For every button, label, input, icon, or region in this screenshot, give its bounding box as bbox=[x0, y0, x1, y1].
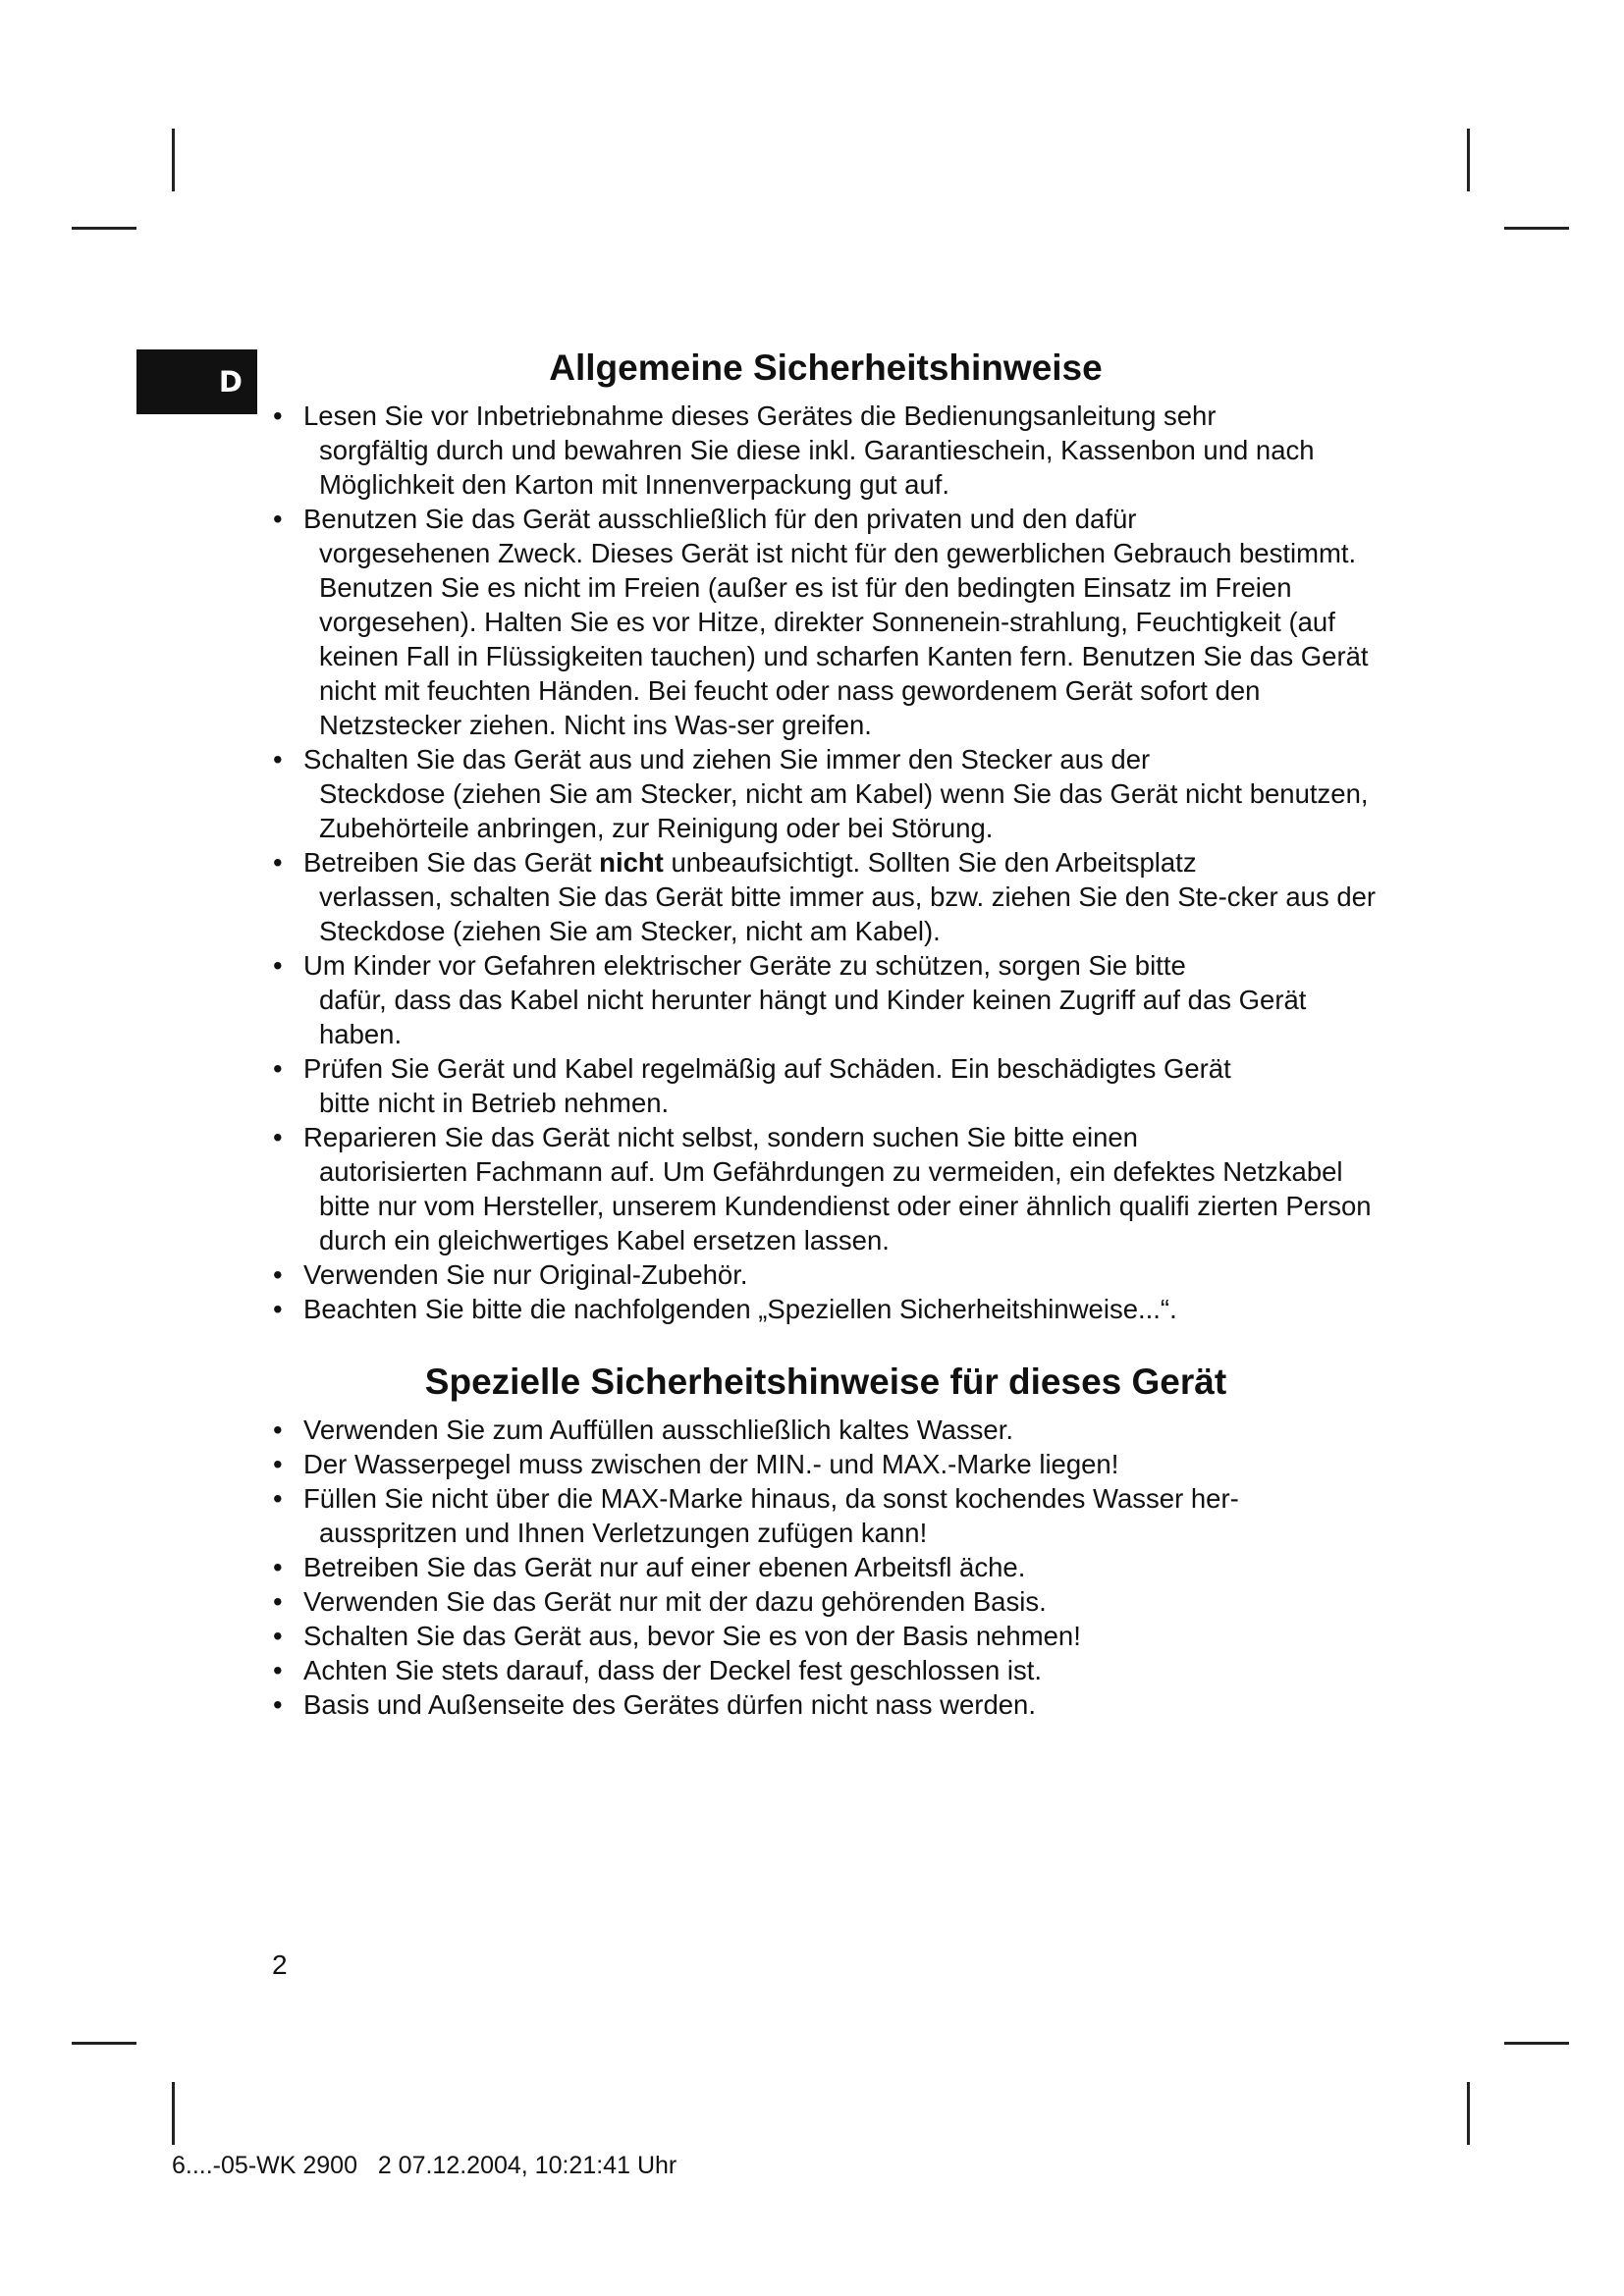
list-item: • Betreiben Sie das Gerät nur auf einer ebenen Arbeitsfl äche. bbox=[273, 1552, 1026, 1582]
section-title-general-safety: Allgemeine Sicherheitshinweise bbox=[549, 347, 1103, 388]
section-title-special-safety: Spezielle Sicherheitshinweise für dieses Gerät bbox=[424, 1362, 1227, 1402]
list-item: • Betreiben Sie das Gerät nicht unbeaufsichtigt. Sollten Sie den Arbeitsplatz verlassen, schalten Sie das Gerät bitte immer aus, bzw. ziehen Sie den Ste-cker aus der Steckdose (ziehen Sie am Stecker, nicht am Kabel). bbox=[273, 847, 1377, 946]
list-item: • Schalten Sie das Gerät aus, bevor Sie es von der Basis nehmen! bbox=[273, 1621, 1081, 1651]
crop-mark-top-left-horizontal bbox=[72, 227, 136, 230]
crop-mark-bottom-left-vertical bbox=[172, 2082, 175, 2145]
page-number: 2 bbox=[272, 1949, 288, 1980]
bullet-icon: • bbox=[273, 1053, 283, 1084]
crop-mark-top-right-horizontal bbox=[1504, 227, 1569, 230]
list-item: • Verwenden Sie zum Auffüllen ausschließlich kaltes Wasser. bbox=[273, 1415, 1014, 1445]
bullet-icon: • bbox=[273, 847, 283, 878]
bullet-icon: • bbox=[273, 1259, 283, 1290]
crop-mark-bottom-right-horizontal bbox=[1504, 2042, 1569, 2045]
bullet-icon: • bbox=[273, 1294, 283, 1324]
bullet-icon: • bbox=[273, 1122, 283, 1152]
list-item: • Um Kinder vor Gefahren elektrischer Geräte zu schützen, sorgen Sie bitte dafür, dass das Kabel nicht herunter hängt und Kinder keinen Zugriff auf das Gerät haben. bbox=[273, 950, 1307, 1049]
list-item: • Lesen Sie vor Inbetriebnahme dieses Gerätes die Bedienungsanleitung sehr sorgfältig durch und bewahren Sie diese inkl. Garantieschein, Kassenbon und nach Möglichkeit den Karton mit Innenverpackung gut auf. bbox=[273, 400, 1315, 500]
bullet-icon: • bbox=[273, 1621, 283, 1651]
bullet-icon: • bbox=[273, 1483, 283, 1514]
emphasis-nicht: nicht bbox=[599, 847, 664, 878]
list-item: • Beachten Sie bitte die nachfolgenden „Speziellen Sicherheitshinweise...“. bbox=[273, 1294, 1177, 1324]
language-tab: D bbox=[136, 349, 257, 414]
list-item: • Füllen Sie nicht über die MAX-Marke hinaus, da sonst kochendes Wasser her- ausspritzen und Ihnen Verletzungen zufügen kann! bbox=[273, 1483, 1239, 1548]
general-safety-list bbox=[271, 399, 1380, 1326]
bullet-icon: • bbox=[273, 1449, 283, 1479]
print-footer: 6....-05-WK 2900 2 07.12.2004, 10:21:41 Uhr bbox=[172, 2152, 677, 2179]
page-content bbox=[271, 346, 1380, 1722]
crop-mark-bottom-left-horizontal bbox=[72, 2042, 136, 2045]
list-item: • Der Wasserpegel muss zwischen der MIN.- und MAX.-Marke liegen! bbox=[273, 1449, 1119, 1479]
crop-mark-top-left-vertical bbox=[172, 129, 175, 191]
list-item: • Reparieren Sie das Gerät nicht selbst, sondern suchen Sie bitte einen autorisierten Fachmann auf. Um Gefährdungen zu vermeiden, ein defektes Netzkabel bitte nur vom Hersteller, unserem Kundendienst oder einer ähnlich qualifi zierten Person durch ein gleichwertiges Kabel ersetzen lassen. bbox=[273, 1122, 1372, 1255]
bullet-icon: • bbox=[273, 504, 283, 534]
bullet-icon: • bbox=[273, 1552, 283, 1582]
crop-mark-bottom-right-vertical bbox=[1467, 2082, 1470, 2145]
list-item: • Basis und Außenseite des Gerätes dürfen nicht nass werden. bbox=[273, 1689, 1036, 1720]
list-item: • Verwenden Sie das Gerät nur mit der dazu gehörenden Basis. bbox=[273, 1586, 1047, 1617]
list-item: • Benutzen Sie das Gerät ausschließlich für den privaten und den dafür vorgesehenen Zweck. Dieses Gerät ist nicht für den gewerblichen Gebrauch bestimmt. Benutzen Sie es nicht im Freien (außer es ist für den bedingten Einsatz im Freien vorgesehen). Halten Sie es vor Hitze, direkter Sonnenein-strahlung, Feuchtigkeit (auf keinen Fall in Flüssigkeiten tauchen) und scharfen Kanten fern. Benutzen Sie das Gerät nicht mit feuchten Händen. Bei feucht oder nass gewordenem Gerät sofort den Netzstecker ziehen. Nicht ins Was-ser greifen. bbox=[273, 504, 1369, 740]
bullet-icon: • bbox=[273, 1586, 283, 1617]
bullet-icon: • bbox=[273, 1689, 283, 1720]
list-item: • Verwenden Sie nur Original-Zubehör. bbox=[273, 1259, 748, 1290]
list-item: • Achten Sie stets darauf, dass der Deckel fest geschlossen ist. bbox=[273, 1655, 1043, 1685]
bullet-icon: • bbox=[273, 950, 283, 981]
crop-mark-top-right-vertical bbox=[1467, 129, 1470, 191]
bullet-icon: • bbox=[273, 400, 283, 431]
bullet-icon: • bbox=[273, 1655, 283, 1685]
bullet-icon: • bbox=[273, 744, 283, 774]
special-safety-list bbox=[271, 1413, 1380, 1722]
list-item: • Schalten Sie das Gerät aus und ziehen Sie immer den Stecker aus der Steckdose (ziehen Sie am Stecker, nicht am Kabel) wenn Sie das Gerät nicht benutzen, Zubehörteile anbringen, zur Reinigung oder bei Störung. bbox=[273, 744, 1369, 843]
list-item: • Prüfen Sie Gerät und Kabel regelmäßig auf Schäden. Ein beschädigtes Gerät bitte nicht in Betrieb nehmen. bbox=[273, 1053, 1231, 1118]
bullet-icon: • bbox=[273, 1415, 283, 1445]
